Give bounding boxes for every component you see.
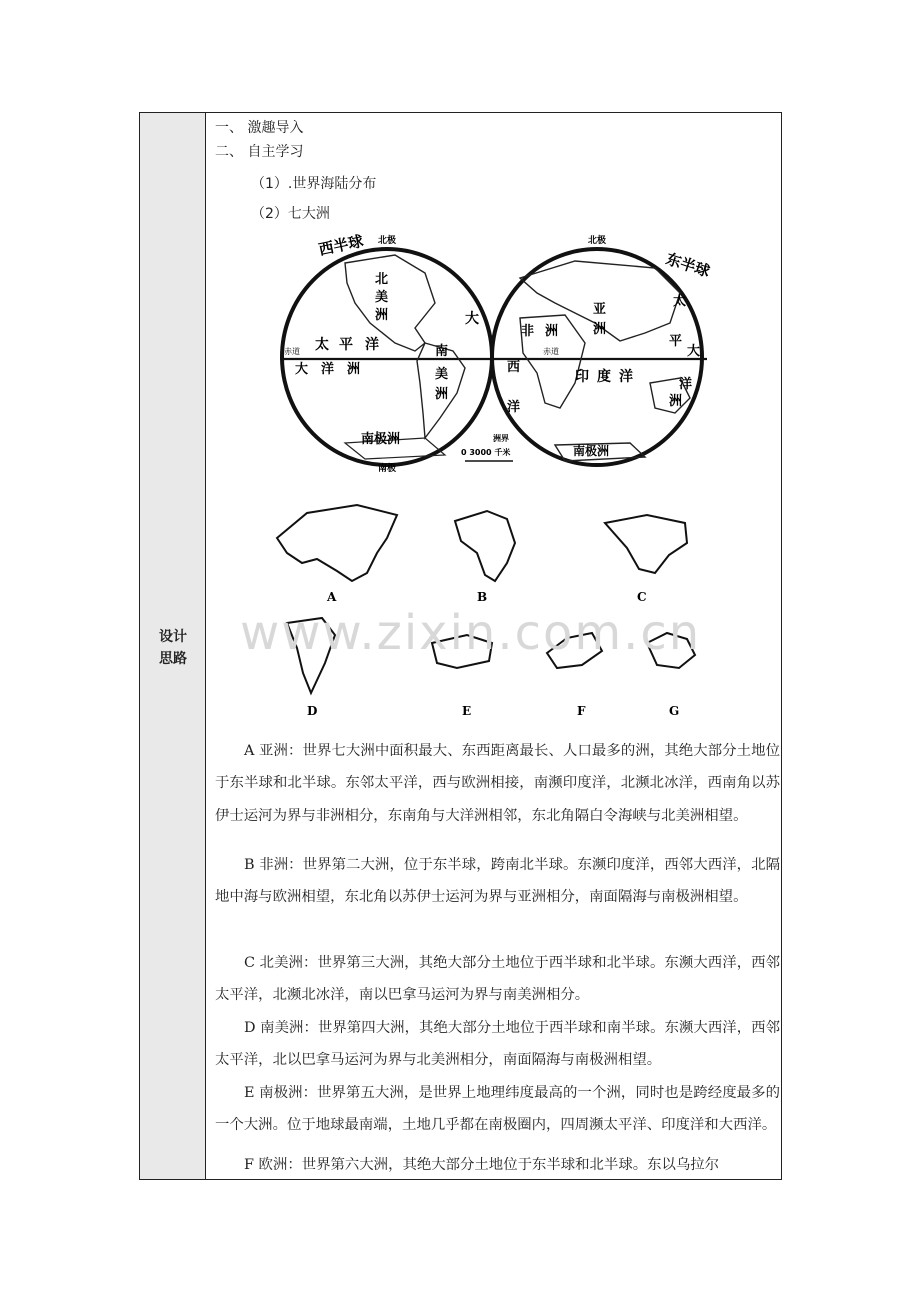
letter-f: F — [577, 704, 586, 718]
east-label-5: 度 — [597, 369, 611, 385]
letter-d: D — [307, 704, 318, 718]
east-label-2: 非 — [521, 324, 535, 339]
east-label-9: 平 — [669, 334, 683, 349]
west-label-10: 美 — [435, 367, 449, 382]
watermark: www.zixin.com.cn — [240, 605, 702, 661]
north-pole-east: 北极 — [587, 236, 607, 246]
paragraph-north-america: C 北美洲：世界第三大洲，其绝大部分土地位于西半球和北半球。东濒大西洋，西邻太平洋，北濒北冰洋，南以巴拿马运河为界与南美洲相分。 — [215, 955, 780, 1004]
west-label-0: 北 — [375, 272, 389, 287]
west-label-9: 南 — [435, 344, 449, 359]
east-label-6: 洋 — [619, 369, 633, 385]
east-label-11: 太 — [673, 294, 687, 309]
label-line-2: 思路 — [159, 651, 187, 667]
east-label-13: 洲 — [669, 394, 683, 409]
west-label-12: 大 — [465, 311, 479, 327]
continent-a-asia — [277, 505, 397, 581]
letter-a: A — [327, 590, 337, 604]
section-intro: 一、 激趣导入 — [215, 120, 304, 136]
equator-label-west: 赤道 — [284, 347, 300, 356]
item-seven-continents: （2）七大洲 — [251, 206, 330, 222]
item-land-sea: （1）.世界海陆分布 — [251, 176, 377, 192]
west-label-1: 美 — [375, 290, 389, 305]
north-america-shape — [345, 255, 435, 351]
equator-label-east: 赤道 — [543, 347, 559, 356]
west-label-4: 平 — [339, 337, 353, 353]
paragraph-europe: F 欧洲：世界第六大洲，其绝大部分土地位于东半球和北半球。东以乌拉尔 — [244, 1157, 720, 1173]
paragraph-south-america: D 南美洲：世界第四大洲，其绝大部分土地位于西半球和南半球。东濒大西洋，西邻太平洋，北以巴拿马运河为界与北美洲相分，南面隔海与南极洲相望。 — [215, 1020, 780, 1069]
left-header-cell — [140, 113, 206, 1179]
east-label-1: 洲 — [593, 322, 607, 337]
hemisphere-map — [275, 233, 715, 473]
letter-g: G — [669, 704, 680, 718]
west-label-11: 洲 — [435, 387, 449, 402]
design-idea-label — [140, 626, 206, 670]
west-label-2: 洲 — [375, 308, 389, 323]
west-label-6: 大 — [295, 362, 309, 377]
label-line-1: 设计 — [159, 629, 187, 645]
legend-boundary: 洲界 — [493, 434, 509, 443]
east-label-3: 洲 — [545, 324, 559, 339]
east-label-7: 西 — [507, 360, 521, 375]
paragraph-antarctica: E 南极洲：世界第五大洲，是世界上地理纬度最高的一个洲，同时也是跨经度最多的一个大洲。位于地球最南端，土地几乎都在南极圈内，四周濒太平洋、印度洋和大西洋。 — [215, 1085, 780, 1134]
west-title: 西半球 — [317, 233, 365, 259]
east-label-12: 洋 — [679, 377, 693, 392]
continent-b-africa — [455, 511, 515, 581]
north-pole-west: 北极 — [377, 236, 397, 246]
letter-b: B — [477, 590, 488, 604]
west-label-8: 洲 — [347, 362, 361, 377]
west-label-13: 南极洲 — [361, 432, 401, 447]
east-title: 东半球 — [663, 249, 713, 281]
west-label-3: 太 — [315, 337, 329, 353]
scale-label: 0 3000 千米 — [461, 448, 511, 457]
east-label-10: 大 — [687, 344, 701, 359]
west-label-5: 洋 — [365, 337, 379, 353]
east-label-0: 亚 — [593, 302, 607, 317]
east-label-4: 印 — [575, 369, 589, 385]
letter-c: C — [637, 590, 647, 604]
paragraph-africa: B 非洲：世界第二大洲，位于东半球，跨南北半球。东濒印度洋，西邻大西洋，北隔地中海与欧洲相望，东北角以苏伊士运河为界与亚洲相分，南面隔海与南极洲相望。 — [215, 857, 780, 906]
west-label-7: 洋 — [321, 362, 335, 377]
letter-e: E — [462, 704, 472, 718]
paragraph-asia: A 亚洲：世界七大洲中面积最大、东西距离最长、人口最多的洲，其绝大部分土地位于东半球和北半球。东邻太平洋，西与欧洲相接，南濒印度洋，北濒北冰洋，西南角以苏伊士运河为界与非洲相分，东南角与大洋洲相邻，东北角隔白令海峡与北美洲相望。 — [215, 743, 780, 824]
east-label-14: 南极洲 — [573, 444, 610, 458]
section-self-study: 二、 自主学习 — [215, 144, 304, 160]
south-pole-west: 南极 — [377, 464, 397, 473]
east-label-8: 洋 — [507, 400, 521, 415]
continent-c-north-america — [605, 515, 687, 573]
